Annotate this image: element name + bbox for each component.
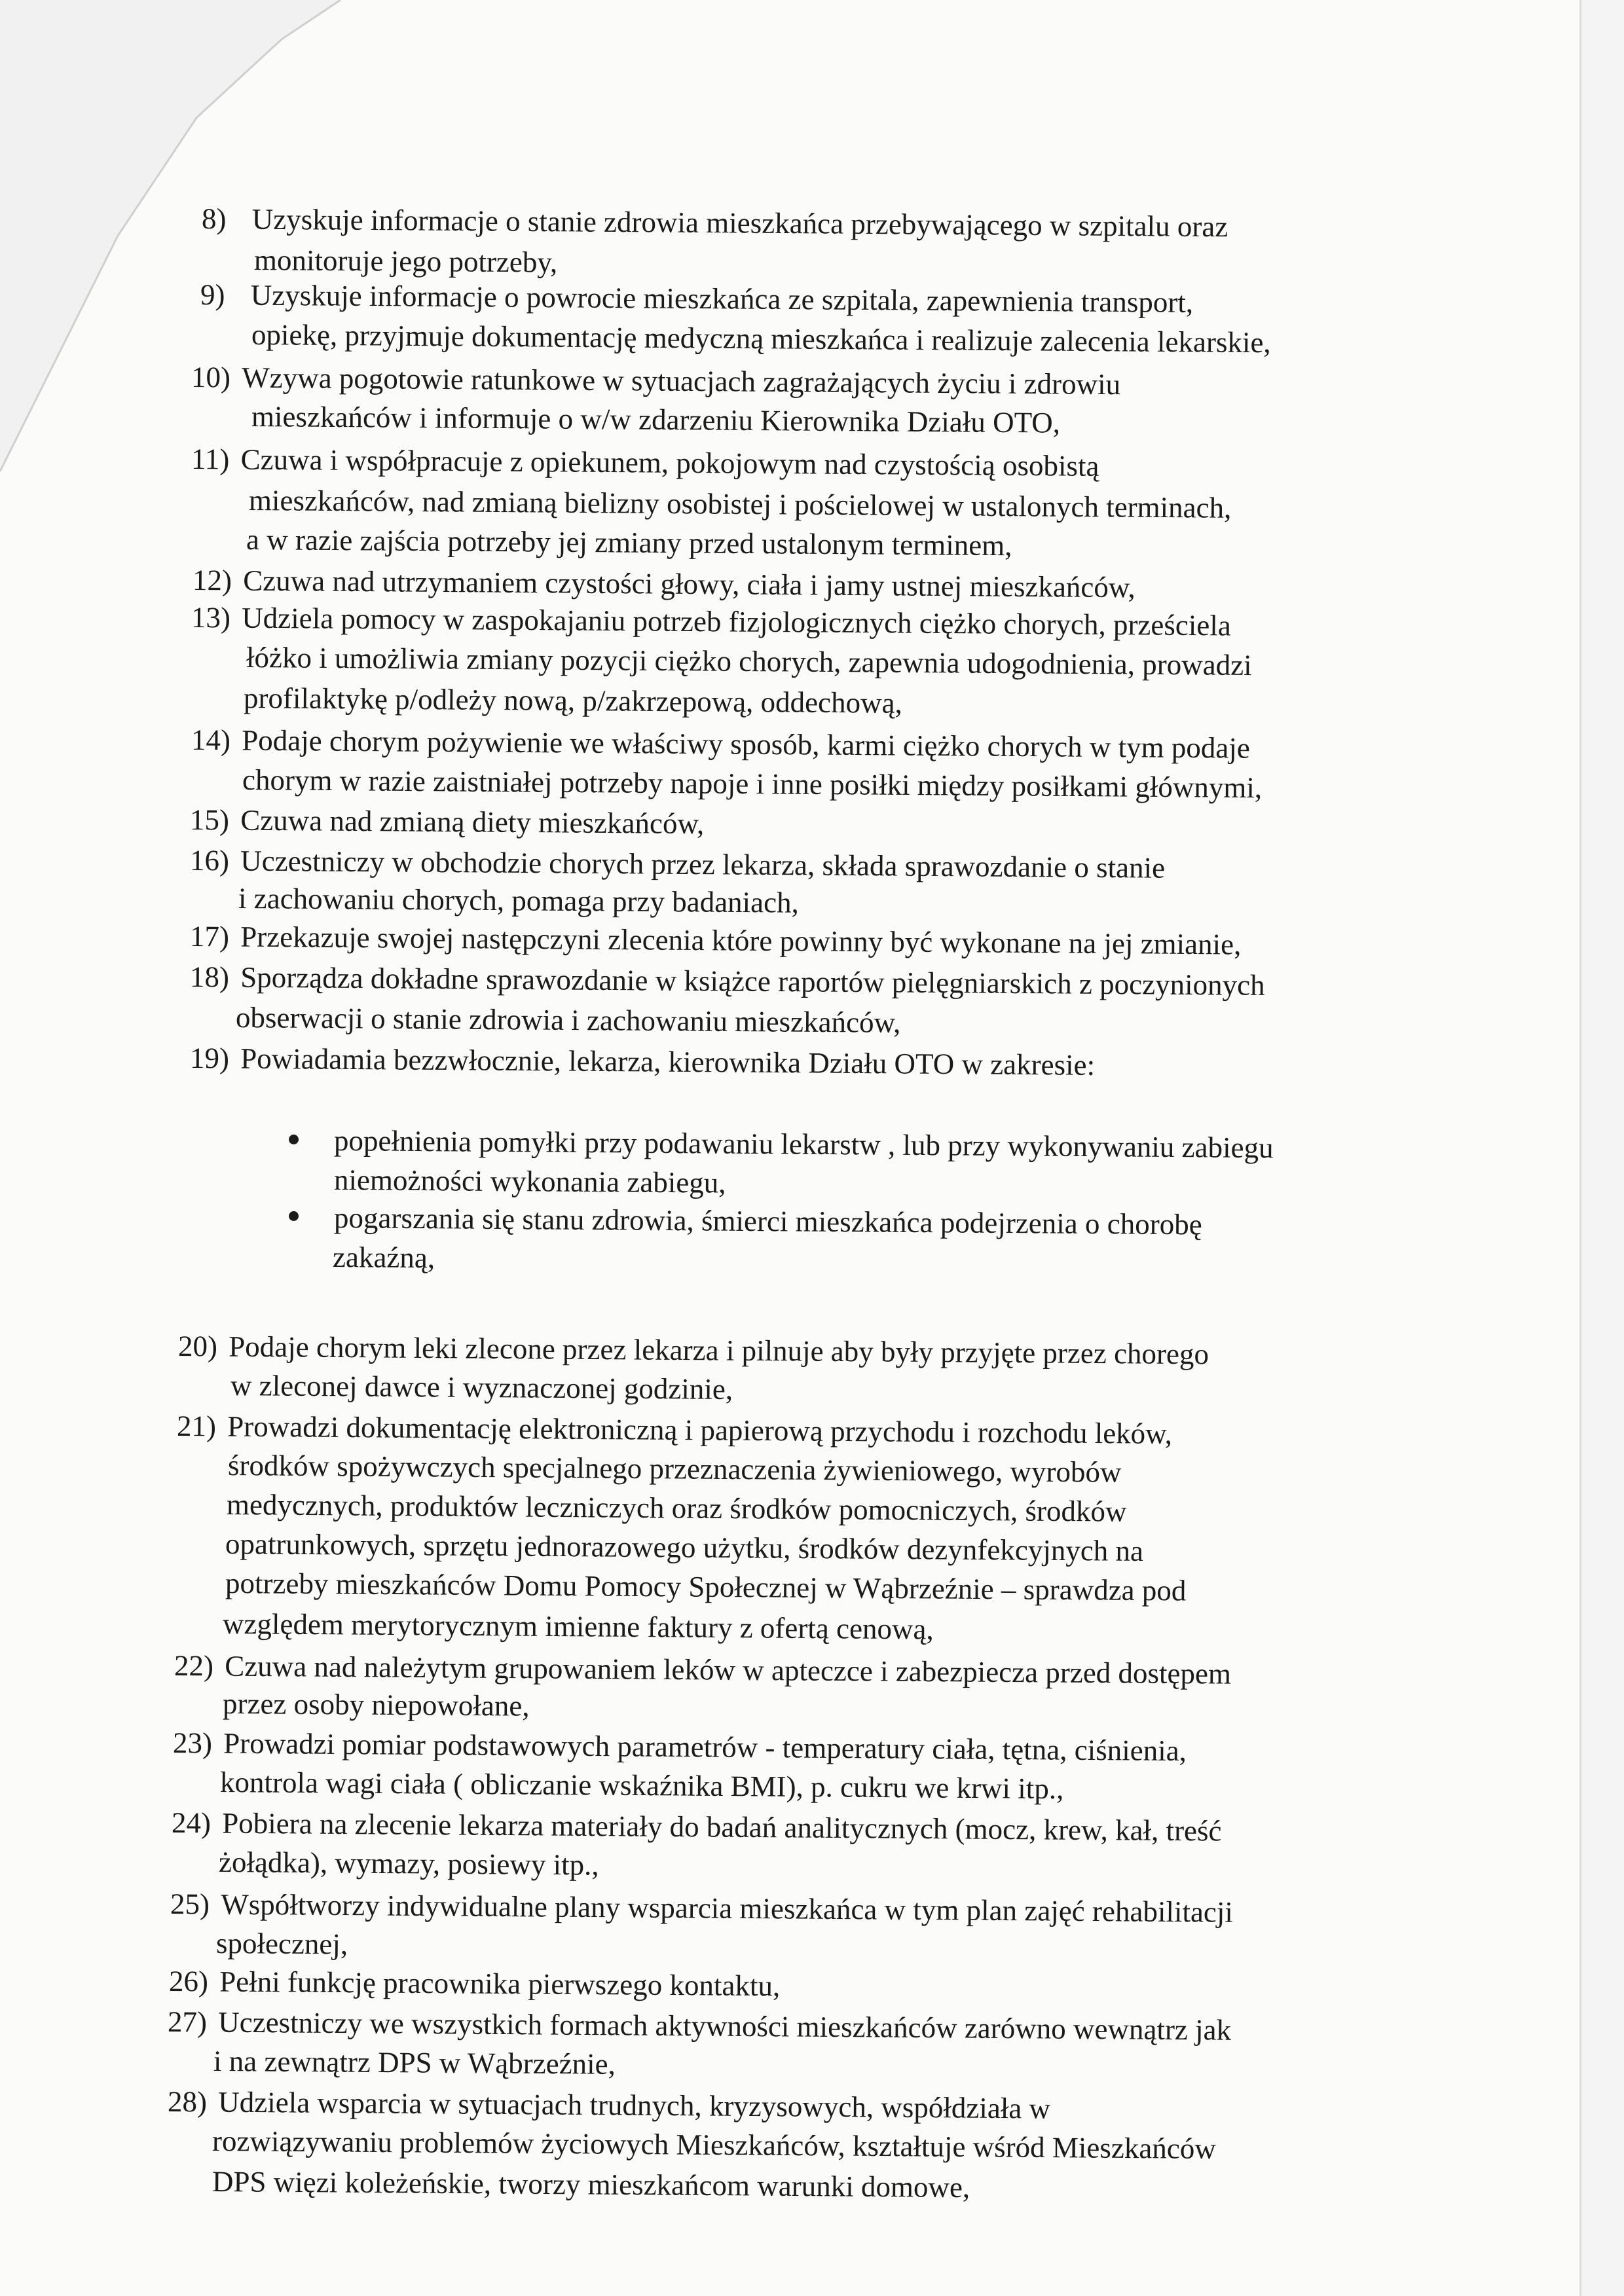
item-text: w zleconej dawce i wyznaczonej godzinie, [230,1369,733,1406]
item-text: społecznej, [215,1927,348,1961]
item-10-line-2 [251,399,1060,440]
bullet-dot [289,1211,299,1221]
item-number: 14) [191,723,231,757]
item-text: Uzyskuje informacje o powrocie mieszkańca ze szpitala, zapewnienia transport, [250,278,1194,319]
item-17-line-1 [190,919,1242,962]
item-28-line-2 [212,2124,1216,2166]
item-text: Czuwa i współpracuje z opiekunem, pokojowym nad czystością osobistą [240,443,1099,483]
item-text: Uzyskuje informacje o stanie zdrowia mieszkańca przebywającego w szpitalu oraz [251,202,1228,244]
item-text: medycznych, produktów leczniczych oraz środków pomocniczych, środków [226,1488,1127,1528]
item-16-line-2 [238,881,799,920]
item-21-line-4 [225,1527,1143,1568]
item-15-line-1 [190,803,705,841]
item-text: obserwacji o stanie zdrowia i zachowaniu mieszkańców, [235,1001,901,1039]
item-number: 17) [189,920,230,953]
item-text: Czuwa nad utrzymaniem czystości głowy, ciała i jamy ustnej mieszkańców, [243,564,1135,604]
item-8-line-1 [202,202,1228,244]
item-24-line-1 [172,1806,1222,1848]
item-26-line-1 [169,1964,781,2003]
item-19-line-1 [190,1041,1095,1082]
item-number: 9) [200,278,225,312]
item-number: 10) [191,361,231,394]
item-text: Czuwa nad należytym grupowaniem leków w apteczce i zabezpiecza przed dostępem [225,1649,1232,1690]
item-text: mieszkańców i informuje o w/w zdarzeniu Kierownika Działu OTO, [251,400,1061,439]
bullet-1-line-2 [334,1163,726,1200]
item-number: 16) [189,844,230,877]
item-text: środków spożywczych specjalnego przeznaczenia żywieniowego, wyrobów [227,1449,1122,1489]
item-18-line-2 [236,1000,901,1040]
item-text: i zachowaniu chorych, pomaga przy badaniach, [238,882,800,919]
item-number: 27) [167,2005,208,2039]
item-21-line-2 [228,1448,1122,1489]
item-text: i na zewnątrz DPS w Wąbrzeźnie, [213,2045,616,2081]
item-13-line-1 [191,600,1231,642]
item-text: Uczestniczy we wszystkich formach aktywności mieszkańców zarówno wewnątrz jak [218,2005,1232,2047]
item-20-line-2 [231,1368,733,1406]
item-9-line-1 [200,278,1194,319]
item-14-line-2 [242,763,1262,805]
item-number: 22) [174,1649,214,1683]
item-21-line-3 [227,1487,1127,1529]
bullet-text: pogarszania się stanu zdrowia, śmierci mieszkańca podejrzenia o chorobę [333,1201,1202,1241]
item-12-line-1 [193,563,1135,604]
item-text: Powiadamia bezzwłocznie, lekarza, kierownika Działu OTO w zakresie: [240,1042,1096,1082]
item-text: DPS więzi koleżeńskie, tworzy mieszkańcom warunki domowe, [212,2165,970,2204]
item-13-line-3 [244,681,902,720]
item-text: Prowadzi pomiar podstawowych parametrów - temperatury ciała, tętna, ciśnienia, [223,1726,1187,1768]
item-number: 28) [167,2085,208,2119]
item-number: 26) [168,1965,209,1998]
item-11-line-1 [191,442,1099,483]
item-28-line-3 [212,2164,970,2204]
item-11-line-2 [249,483,1232,525]
item-21-line-1 [177,1409,1172,1451]
item-text: Udziela pomocy w zaspokajaniu potrzeb fizjologicznych ciężko chorych, prześciela [242,601,1232,642]
item-text: opatrunkowych, sprzętu jednorazowego użytku, środków dezynfekcyjnych na [225,1527,1144,1568]
item-8-line-2 [254,243,558,280]
item-text: kontrola wagi ciała ( obliczanie wskaźnika BMI), p. cukru we krwi itp., [219,1766,1064,1806]
item-24-line-2 [219,1845,599,1882]
item-text: Udziela wsparcia w sytuacjach trudnych, kryzysowych, współdziała w [218,2085,1051,2125]
item-text: a w razie zajścia potrzeby jej zmiany przed ustalonym terminem, [246,523,1012,562]
item-text: Pobiera na zlecenie lekarza materiały do badań analitycznych (mocz, krew, kał, treść [222,1806,1222,1848]
item-number: 25) [170,1887,210,1921]
item-text: profilaktykę p/odleży nową, p/zakrzepową, oddechową, [243,682,903,720]
item-text: przez osoby niepowołane, [222,1687,530,1722]
item-number: 12) [192,564,232,597]
item-number: 13) [191,601,231,634]
item-text: mieszkańców, nad zmianą bielizny osobistej i pościelowej w ustalonych terminach, [248,484,1232,524]
item-18-line-1 [190,960,1265,1002]
item-number: 19) [189,1042,230,1075]
item-22-line-1 [174,1649,1231,1691]
item-text: Przekazuje swojej następczyni zlecenia które powinny być wykonane na jej zmianie, [240,920,1242,961]
item-9-line-2 [251,318,1271,359]
item-25-line-2 [216,1926,348,1961]
item-text: Prowadzi dokumentację elektroniczną i papierową przychodu i rozchodu leków, [227,1410,1173,1450]
item-text: monitoruje jego potrzeby, [253,244,558,279]
bullet-2-line-1 [334,1201,1202,1241]
item-number: 11) [191,443,230,476]
item-text: Sporządza dokładne sprawozdanie w książce raportów pielęgniarskich z poczynionych [240,960,1265,1002]
item-11-line-3 [246,522,1012,562]
item-22-line-2 [223,1686,530,1723]
bullet-dot [289,1135,299,1144]
item-text: Współtworzy indywidualne plany wsparcia mieszkańca w tym plan zajęć rehabilitacji [221,1887,1234,1929]
item-number: 18) [189,960,230,994]
item-text: Pełni funkcję pracownika pierwszego kontaktu, [219,1965,781,2003]
item-16-line-1 [190,843,1165,885]
item-text: potrzeby mieszkańców Domu Pomocy Społecznej w Wąbrzeźnie – sprawdza pod [225,1567,1187,1607]
bullet-text: niemożności wykonania zabiegu, [333,1163,726,1199]
item-10-line-1 [191,360,1121,401]
item-text: Wzywa pogotowie ratunkowe w sytuacjach zagrażających życiu i zdrowiu [242,361,1121,401]
item-text: względem merytorycznym imienne faktury z ofertą cenową, [222,1607,934,1646]
item-21-line-6 [223,1607,934,1647]
item-text: Podaje chorym pożywienie we właściwy sposób, karmi ciężko chorych w tym podaje [242,723,1250,765]
item-28-line-1 [168,2085,1050,2126]
item-number: 15) [189,803,230,837]
item-text: rozwiązywaniu problemów życiowych Mieszkańców, kształtuje wśród Mieszkańców [212,2124,1217,2166]
item-13-line-2 [246,640,1252,682]
item-25-line-1 [170,1887,1233,1929]
item-text: Uczestniczy w obchodzie chorych przez lekarza, składa sprawozdanie o stanie [240,844,1166,884]
bullet-2-line-2 [333,1240,435,1275]
item-23-line-2 [220,1765,1064,1806]
item-text: łóżko i umożliwia zmiany pozycji ciężko chorych, zapewnia udogodnienia, prowadzi [246,641,1252,682]
item-14-line-1 [191,723,1250,765]
item-text: Podaje chorym leki zlecone przez lekarza i pilnuje aby były przyjęte przez chorego [229,1330,1209,1371]
item-21-line-5 [225,1566,1187,1608]
item-23-line-1 [173,1726,1187,1768]
bullet-text: zakaźną, [332,1241,435,1275]
item-number: 20) [177,1330,218,1363]
item-number: 21) [176,1410,217,1443]
item-27-line-2 [213,2044,616,2081]
bullet-text: popełnienia pomyłki przy podawaniu lekarstw , lub przy wykonywaniu zabiegu [333,1124,1274,1165]
item-number: 8) [201,202,227,236]
item-20-line-1 [178,1329,1209,1371]
item-number: 24) [171,1806,212,1840]
item-text: Czuwa nad zmianą diety mieszkańców, [240,803,705,841]
item-text: żołądka), wymazy, posiewy itp., [218,1846,599,1882]
item-text: chorym w razie zaistniałej potrzeby napoje i inne posiłki między posiłkami głównymi, [242,763,1263,805]
item-27-line-1 [168,2005,1232,2047]
bullet-1-line-1 [334,1123,1274,1165]
item-text: opiekę, przyjmuje dokumentację medyczną mieszkańca i realizuje zalecenia lekarskie, [251,318,1271,359]
item-number: 23) [172,1726,213,1760]
